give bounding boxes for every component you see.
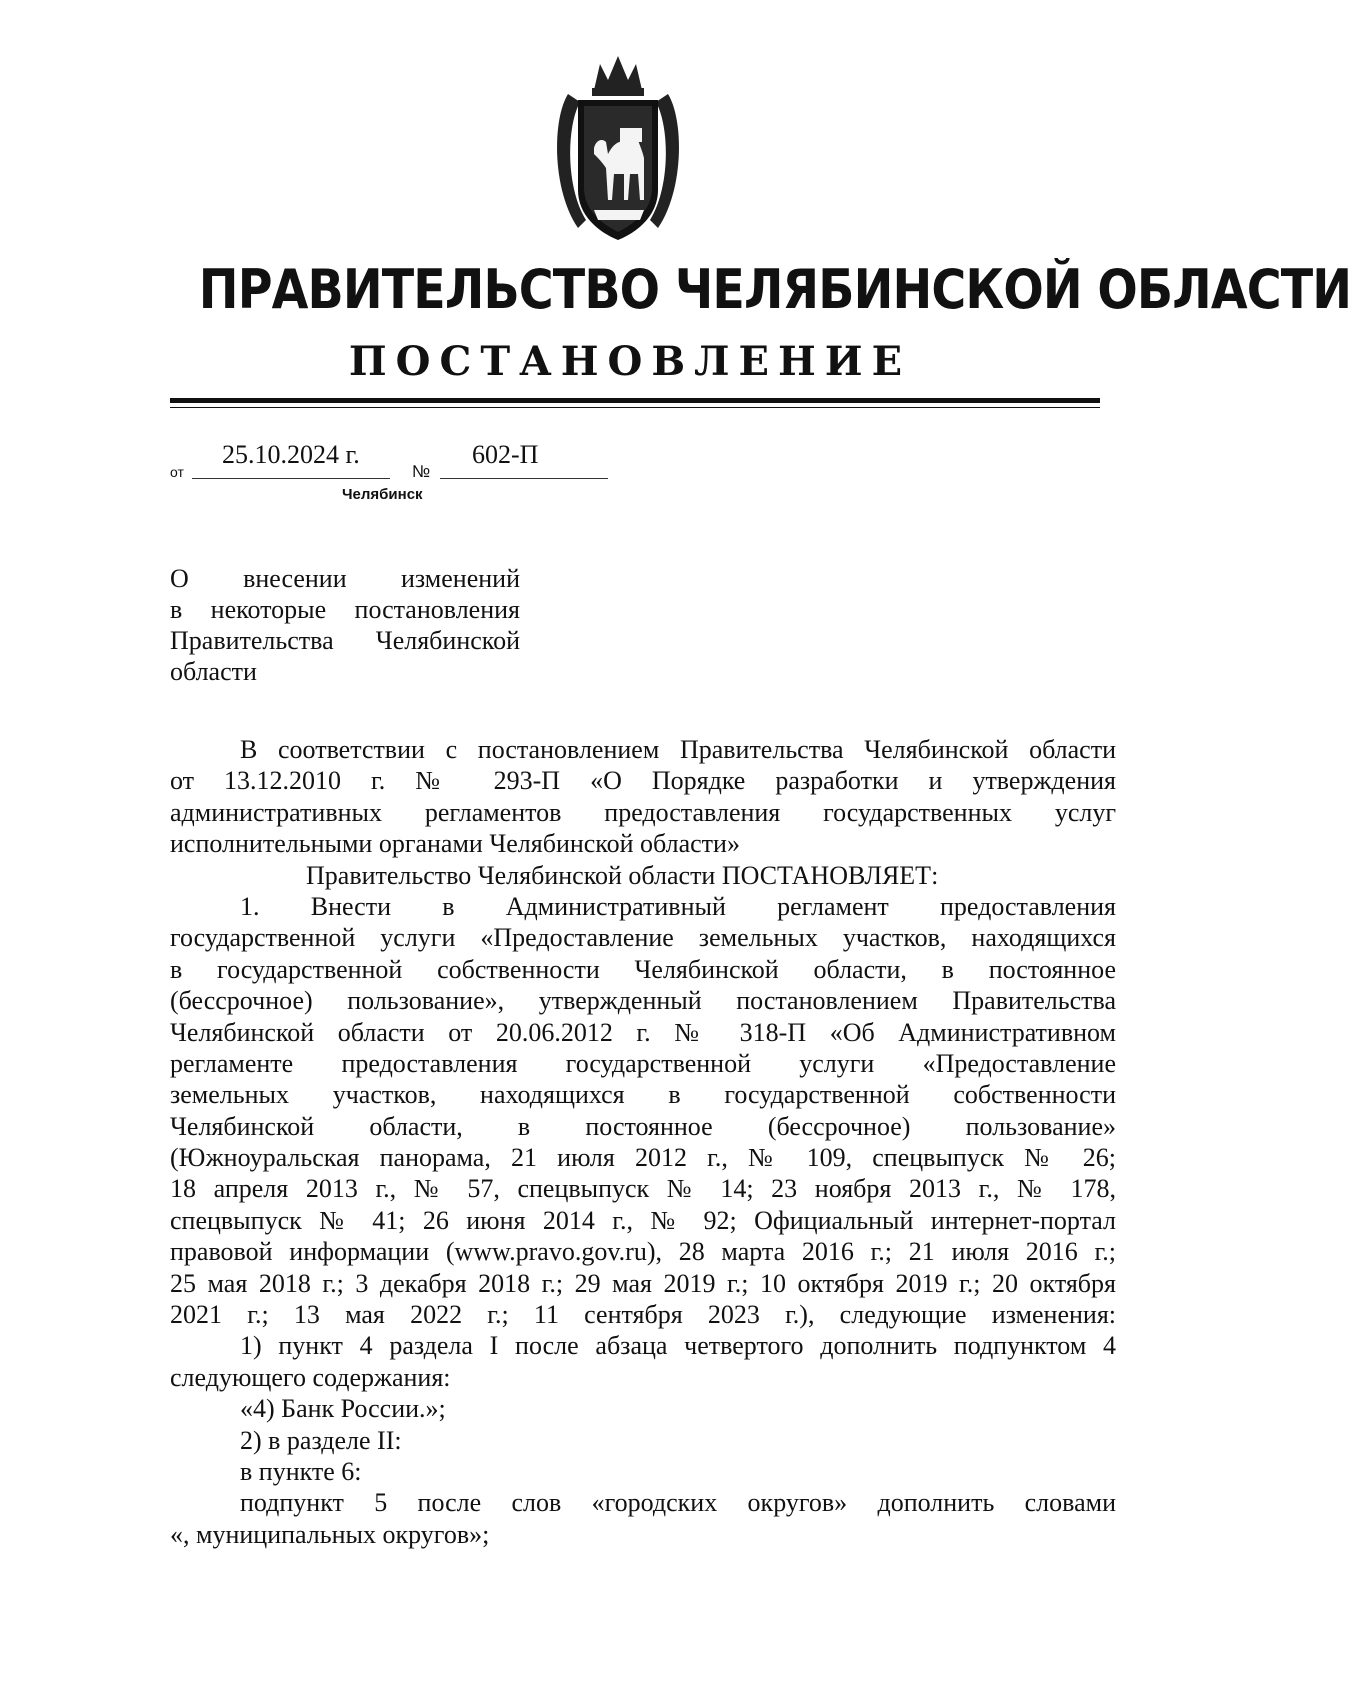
header-divider-thin <box>170 407 1100 408</box>
document-type-title: ПОСТАНОВЛЕНИЕ <box>348 338 912 385</box>
organization-title: ПРАВИТЕЛЬСТВО ЧЕЛЯБИНСКОЙ ОБЛАСТИ <box>198 258 1351 321</box>
body-line: государственной услуги «Предоставление земельных участков, находящихся <box>170 923 1116 953</box>
body-line: 18 апреля 2013 г., № 57, спецвыпуск № 14; 23 ноября 2013 г., № 178, <box>170 1174 1116 1204</box>
document-number: 602-П <box>472 440 539 469</box>
number-underline <box>440 478 608 479</box>
document-date: 25.10.2024 г. <box>222 440 360 469</box>
subject-line: Правительства Челябинской <box>170 626 520 655</box>
body-line: регламенте предоставления государственной услуги «Предоставление <box>170 1048 1116 1078</box>
resolves-line: Правительство Челябинской области ПОСТАНОВЛЯЕТ: <box>306 860 939 890</box>
body-line: административных регламентов предоставления государственных услуг <box>170 797 1116 827</box>
body-line: 2021 г.; 13 мая 2022 г.; 11 сентября 2023 г.), следующие изменения: <box>170 1300 1116 1330</box>
body-line: В соответствии с постановлением Правительства Челябинской области <box>240 735 1116 764</box>
document-city: Челябинск <box>342 486 423 503</box>
body-line: подпункт 5 после слов «городских округов» дополнить словами <box>240 1488 1116 1518</box>
body-line: в пункте 6: <box>240 1456 362 1486</box>
subject-line: в некоторые постановления <box>170 595 520 624</box>
number-prefix: № <box>412 462 431 481</box>
body-line: (Южноуральская панорама, 21 июля 2012 г., № 109, спецвыпуск № 26; <box>170 1143 1116 1173</box>
body-line: следующего содержания: <box>170 1362 451 1392</box>
body-line: «4) Банк России.»; <box>240 1394 446 1424</box>
body-line: 25 мая 2018 г.; 3 декабря 2018 г.; 29 мая 2019 г.; 10 октября 2019 г.; 20 октября <box>170 1268 1116 1298</box>
body-line: 1. Внести в Административный регламент предоставления <box>240 891 1116 921</box>
body-line: Челябинской области, в постоянное (бессрочное) пользование» <box>170 1111 1116 1141</box>
body-line: 2) в разделе II: <box>240 1425 402 1455</box>
body-line: от 13.12.2010 г. № 293-П «О Порядке разработки и утверждения <box>170 766 1116 796</box>
body-line: 1) пункт 4 раздела I после абзаца четвертого дополнить подпунктом 4 <box>240 1331 1116 1361</box>
body-line: (бессрочное) пользование», утвержденный постановлением Правительства <box>170 986 1116 1016</box>
header-divider-thick <box>170 398 1100 403</box>
subject-line: области <box>170 657 257 686</box>
coat-of-arms-icon <box>548 50 688 250</box>
document-body <box>170 734 1116 1550</box>
body-line: спецвыпуск № 41; 26 июня 2014 г., № 92; Официальный интернет-портал <box>170 1205 1116 1235</box>
document-subject <box>170 563 520 687</box>
date-prefix: от <box>170 464 184 480</box>
body-line: исполнительными органами Челябинской области» <box>170 829 740 859</box>
date-underline <box>192 478 390 479</box>
body-line: правовой информации (www.pravo.gov.ru), 28 марта 2016 г.; 21 июля 2016 г.; <box>170 1237 1116 1267</box>
body-line: «, муниципальных округов»; <box>170 1519 490 1549</box>
document-meta <box>170 440 610 510</box>
body-line: земельных участков, находящихся в государственной собственности <box>170 1080 1116 1110</box>
body-line: Челябинской области от 20.06.2012 г. № 318-П «Об Административном <box>170 1017 1116 1047</box>
subject-line: О внесении изменений <box>170 564 520 593</box>
body-line: в государственной собственности Челябинской области, в постоянное <box>170 954 1116 984</box>
